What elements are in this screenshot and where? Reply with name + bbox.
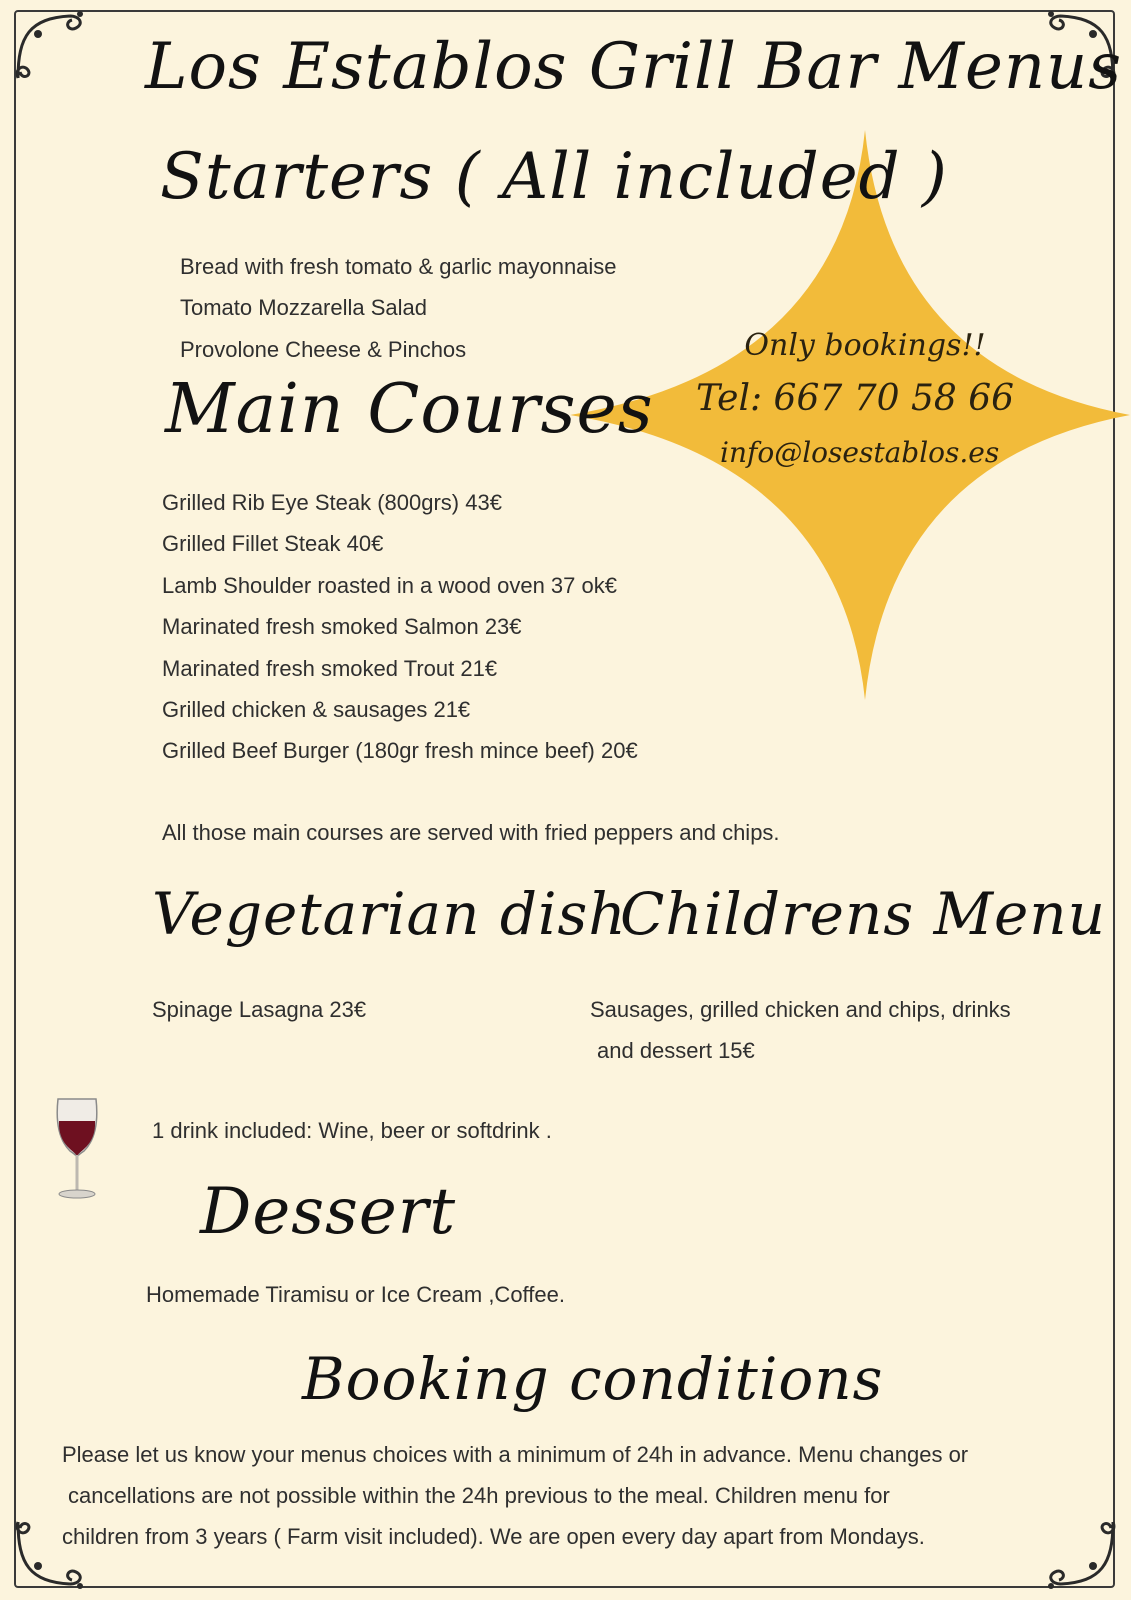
email-address[interactable]: info@losestablos.es [720,436,1000,469]
page-title: Los Establos Grill Bar Menus [145,30,1123,104]
vegetarian-heading: Vegetarian dish [152,880,627,948]
main-courses-note: All those main courses are served with fried peppers and chips. [162,820,780,845]
only-bookings-label: Only bookings!! [744,328,986,363]
booking-conditions-line-3: children from 3 years ( Farm visit included). We are open every day apart from Mondays. [62,1524,925,1549]
list-item: Marinated fresh smoked Trout 21€ [162,655,498,681]
starters-list [180,246,617,370]
list-item: Tomato Mozzarella Salad [180,295,428,321]
list-item: Grilled Rib Eye Steak (800grs) 43€ [162,490,502,515]
booking-conditions-line-2: cancellations are not possible within the 24h previous to the meal. Children menu for [68,1483,890,1508]
dessert-heading: Dessert [200,1175,457,1249]
main-courses-heading: Main Courses [165,370,654,449]
corner-ornament-icon [10,6,90,86]
list-item: Provolone Cheese & Pinchos [180,336,467,362]
childrens-heading: Childrens Menu [620,880,1106,948]
starters-heading: Starters ( All included ) [160,140,948,214]
vegetarian-item: Spinage Lasagna 23€ [152,997,367,1022]
list-item: Grilled Beef Burger (180gr fresh mince beef) 20€ [162,738,638,764]
list-item: Grilled Fillet Steak 40€ [162,531,384,557]
drink-included-text: 1 drink included: Wine, beer or softdrink . [152,1118,552,1143]
booking-conditions-line-1: Please let us know your menus choices with a minimum of 24h in advance. Menu changes or [62,1442,969,1467]
childrens-line-1: Sausages, grilled chicken and chips, drinks [590,997,1011,1022]
childrens-line-2: and dessert 15€ [597,1038,755,1063]
list-item: Lamb Shoulder roasted in a wood oven 37 ok€ [162,572,617,598]
booking-conditions-heading: Booking conditions [302,1345,884,1413]
main-courses-list [162,482,638,772]
list-item: Marinated fresh smoked Salmon 23€ [162,614,522,640]
list-item: Bread with fresh tomato & garlic mayonnaise [180,254,617,279]
phone-number[interactable]: Tel: 667 70 58 66 [695,378,1015,419]
dessert-text: Homemade Tiramisu or Ice Cream ,Coffee. [146,1282,565,1307]
corner-ornament-icon [1041,1514,1121,1594]
list-item: Grilled chicken & sausages 21€ [162,696,471,722]
wine-glass-icon [52,1095,102,1205]
